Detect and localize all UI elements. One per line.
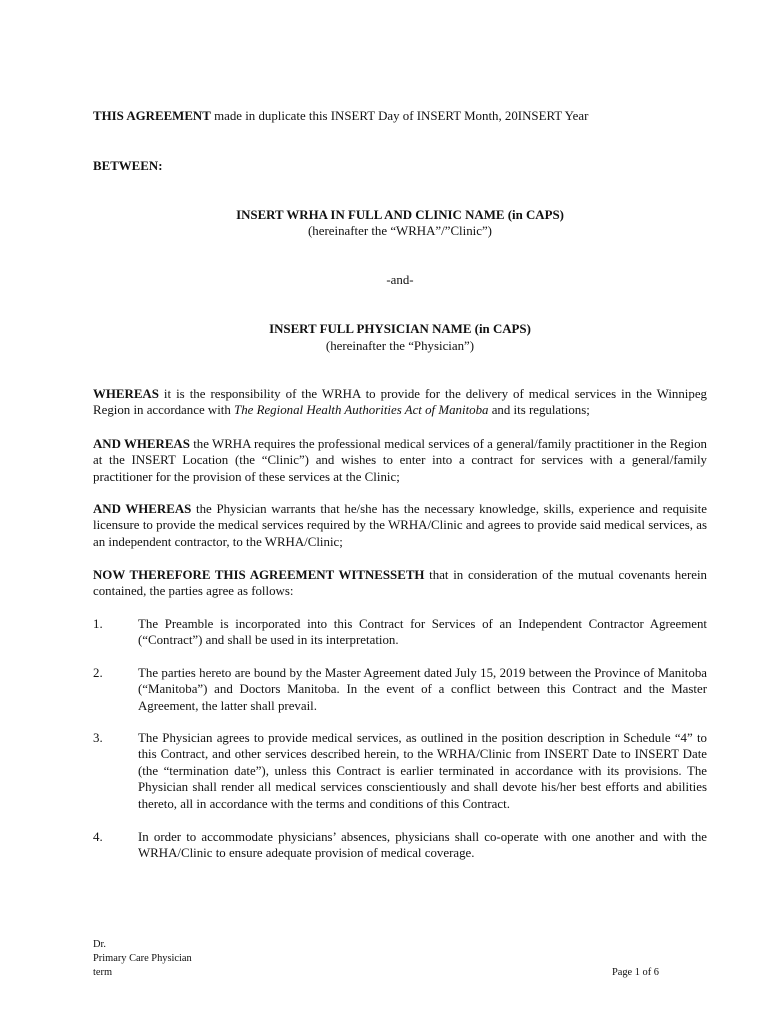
and-separator: -and- <box>386 273 414 287</box>
clause-2-number: 2. <box>93 666 103 680</box>
clause-1-text: The Preamble is incorporated into this Contract for Services of an Independent Contractor Agreement (“Contract”) and shall be used in its interpretation. <box>138 617 707 648</box>
recital-1-text: it is the responsibility of the WRHA to provide for the delivery of medical services in the Winnipeg Region in accordance with <box>93 387 707 418</box>
recital-whereas-2 <box>93 436 707 485</box>
party-one-alias: (hereinafter the “WRHA”/”Clinic”) <box>308 224 492 238</box>
page-number: Page 1 of 6 <box>611 967 659 978</box>
recital-whereas-1 <box>93 386 707 419</box>
recital-3-bold: AND WHEREAS <box>93 502 192 516</box>
party-two-name <box>93 321 707 337</box>
recital-3-text: the Physician warrants that he/she has the necessary knowledge, skills, experience and requisite licensure to provide the medical services required by the WRHA/Clinic and agrees to provide said medical services, as an independent contractor, to the WRHA/Clinic; <box>93 502 707 549</box>
party-two-alias: (hereinafter the “Physician”) <box>325 339 475 353</box>
party-two-name-text: INSERT FULL PHYSICIAN NAME (in CAPS) <box>269 322 531 336</box>
recital-witnesseth <box>93 567 707 600</box>
recital-whereas-3 <box>93 501 707 550</box>
clause-4-number: 4. <box>93 830 103 844</box>
between-label-text: BETWEEN: <box>93 159 163 173</box>
clause-1-number: 1. <box>93 617 103 631</box>
recital-2-text: the WRHA requires the professional medical services of a general/family practitioner in the Region at the INSERT Location (the “Clinic”) and wishes to enter into a contract for services with a general/family practitioner for the provision of these services at the Clinic; <box>93 437 707 484</box>
clause-3-text: The Physician agrees to provide medical services, as outlined in the position description in Schedule “4” to this Contract, and other services described herein, to the WRHA/Clinic from INSERT Date to INSERT Date (the “termination date”), unless this Contract is earlier terminated in accordance with its provisions. The Physician shall render all medical services conscientiously and shall devote his/her best efforts and abilities thereto, all in accordance with the terms and conditions of this Contract. <box>138 731 707 811</box>
footer-line-role: Primary Care Physician <box>93 953 192 964</box>
party-one-name-text: INSERT WRHA IN FULL AND CLINIC NAME (in CAPS) <box>236 208 564 222</box>
recital-4-bold: NOW THEREFORE THIS AGREEMENT WITNESSETH <box>93 568 425 582</box>
recital-1-bold: WHEREAS <box>93 387 159 401</box>
clause-3-number: 3. <box>93 731 103 745</box>
recital-4-text: that in consideration of the mutual covenants herein contained, the parties agree as follows: <box>93 568 708 599</box>
footer-line-term: term <box>93 967 113 978</box>
recital-1-text-end: and its regulations; <box>488 403 590 418</box>
agreement-heading <box>93 108 707 124</box>
recital-1-act-title: The Regional Health Authorities Act of Manitoba <box>234 403 489 418</box>
footer-line-doctor: Dr. <box>93 939 106 950</box>
footer-info <box>93 938 192 980</box>
clause-4-text: In order to accommodate physicians’ absences, physicians shall co-operate with one another and with the WRHA/Clinic to ensure adequate provision of medical coverage. <box>138 830 707 861</box>
recital-2-bold: AND WHEREAS <box>93 437 190 451</box>
between-label <box>93 158 707 174</box>
agreement-lead-bold: THIS AGREEMENT <box>93 109 211 123</box>
agreement-lead-text: made in duplicate this INSERT Day of INSERT Month, 20INSERT Year <box>210 109 589 123</box>
clause-2-text: The parties hereto are bound by the Master Agreement dated July 15, 2019 between the Province of Manitoba (“Manitoba”) and Doctors Manitoba. In the event of a conflict between this Contract and the Master Agreement, the latter shall prevail. <box>138 666 707 713</box>
party-one-name <box>93 207 707 223</box>
